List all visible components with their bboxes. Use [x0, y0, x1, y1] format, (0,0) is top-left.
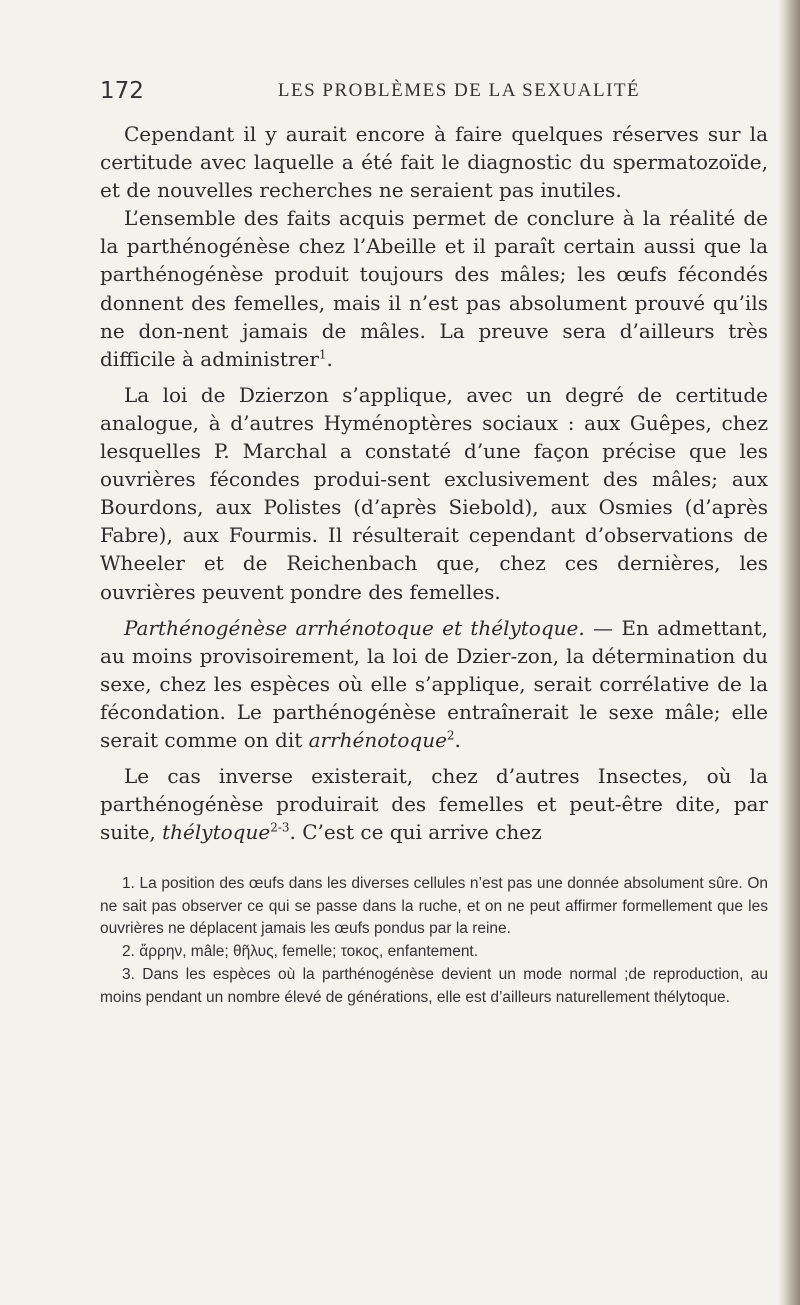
- paragraph-2-text: L’ensemble des faits acquis permet de conclure à la réalité de la parthénogénèse chez l’Abeille et il paraît certain aussi que la parthénogénèse produit toujours des mâles; les œufs fécondés donnent des femelles, mais il n’est pas absolument prouvé qu’ils ne don-nent jamais de mâles. La preuve sera d’ailleurs très difficile à administrer: [100, 206, 768, 371]
- footnote-2: 2. ἄρρην, mâle; θῆλυς, femelle; τοκος, enfantement.: [122, 943, 479, 961]
- footnote-ref-2: 2: [446, 728, 455, 743]
- page-header: [100, 78, 780, 108]
- paragraph-2: L’ensemble des faits acquis permet de conclure à la réalité de la parthénogénèse chez l’Abeille et il paraît certain aussi que la parthénogénèse produit toujours des mâles; les œufs fécondés donnent des femelles, mais il n’est pas absolument prouvé qu’ils ne don-nent jamais de mâles. La preuve sera d’ailleurs très difficile à administrer$^1$.: [100, 206, 768, 371]
- paragraph-5-text-a: Le cas inverse existerait, chez d’autres Insectes, où la parthénogénèse produirait des femelles et peut-être dite, par suite,: [100, 764, 768, 845]
- body-text: [100, 120, 768, 854]
- term-thelytoque: thélytoque: [162, 820, 271, 845]
- paragraph-4-text: — En admettant, au moins provisoirement, la loi de Dzier-zon, la détermination du sexe, chez les espèces où elle s’applique, serait corrélative de la fécondation. Le parthénogénèse entraînerait le sexe mâle; elle serait comme on dit: [100, 615, 768, 752]
- paragraph-5-text-b: . C’est ce qui arrive chez: [289, 820, 542, 845]
- paragraph-3: La loi de Dzierzon s’applique, avec un degré de certitude analogue, à d’autres Hyménoptères sociaux : aux Guêpes, chez lesquelles P. Marchal a constaté d’une façon précise que les ouvrières fécondes produi-sent exclusivement des mâles; aux Bourdons, aux Polistes (d’après Siebold), aux Osmies (d’après Fabre), aux Fourmis. Il résulterait cependant d’observations de Wheeler et de Reichenbach que, chez ces dernières, les ouvrières peuvent pondre des femelles.: [100, 382, 768, 604]
- footnote-3: 3. Dans les espèces où la parthénogénèse devient un mode normal ;de reproduction, au moins pendant un nombre élevé de générations, elle est d’ailleurs naturellement thélytoque.: [100, 965, 768, 1006]
- footnotes: [100, 873, 768, 1009]
- section-heading: Parthénogénèse arrhénotoque et thélytoque.: [124, 615, 585, 640]
- running-head: LES PROBLÈMES DE LA SEXUALITÉ: [277, 80, 641, 101]
- paragraph-4: Parthénogénèse arrhénotoque et thélytoque. — En admettant, au moins provisoirement, la loi de Dzier-zon, la détermination du sexe, chez les espèces où elle s’applique, serait corrélative de la fécondation. Le parthénogénèse entraînerait le sexe mâle; elle serait comme on dit arrhénotoque$^2$.: [100, 615, 768, 752]
- term-arrhenotoque: arrhénotoque: [308, 727, 447, 752]
- paragraph-5: [100, 762, 768, 846]
- paragraph-1: Cependant il y aurait encore à faire quelques réserves sur la certitude avec laquelle a été fait le diagnostic du spermatozoïde, et de nouvelles recherches ne seraient pas inutiles.: [100, 122, 768, 203]
- footnote-ref-1: 1: [318, 347, 327, 362]
- footnote-ref-2-3: 2-3: [270, 820, 290, 835]
- page-edge-shadow: [778, 0, 800, 1305]
- page-number: 172: [100, 78, 144, 104]
- footnote-1: 1. La position des œufs dans les diverses cellules n’est pas une donnée absolument sûre. On ne sait pas observer ce qui se passe dans la ruche, et on ne peut affirmer formellement que les ouvrières ne déplacent jamais les œufs pondus par la reine.: [100, 875, 768, 938]
